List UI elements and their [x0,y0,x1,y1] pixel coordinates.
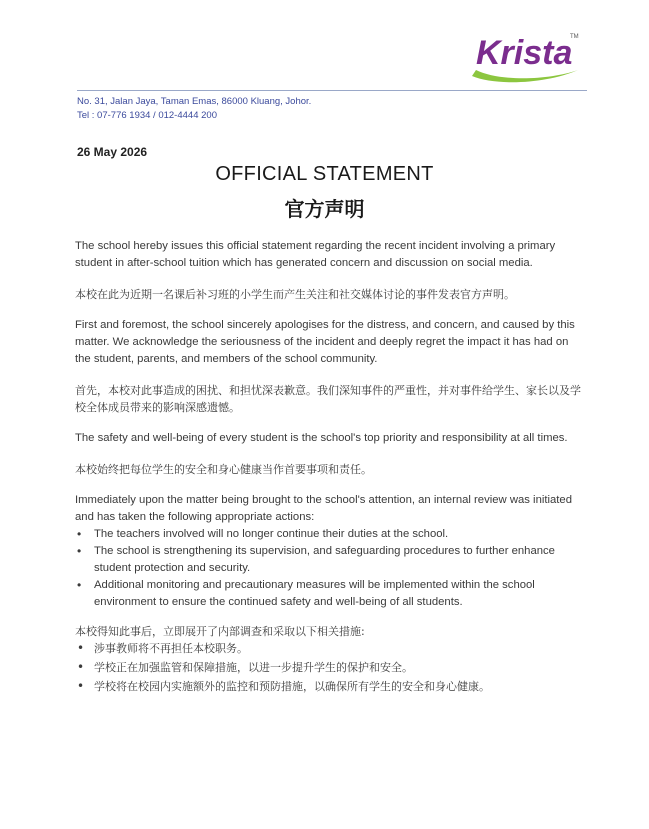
list-item: • The school is strengthening its supervision, and safeguarding procedures to further enhance student protection and security. [75,543,587,577]
logo-trademark: TM [570,34,579,40]
statement-date: 26 May 2026 [77,145,148,159]
address-line: No. 31, Jalan Jaya, Taman Emas, 86000 Kluang, Johor. [77,96,312,107]
krista-logo [466,26,584,88]
letterhead-address [77,95,311,123]
title-chinese: 官方声明 [284,197,365,221]
list-item: • Additional monitoring and precautionary measures will be implemented within the school environment to ensure the continued safety and well-being of all students. [75,577,587,611]
list-item: • 学校将在校园内实施额外的监控和预防措施，以确保所有学生的安全和身心健康。 [75,678,587,695]
paragraph-apology-zh: 首先，本校对此事造成的困扰、和担忧深表歉意。我们深知事件的严重性，并对事件给学生、家长以及学校全体成员带来的影响深感遗憾。 [75,384,581,414]
phone-line: Tel : 07-776 1934 / 012-4444 200 [77,110,217,121]
logo-text: Krista [476,34,573,72]
paragraph-intro-en: The school hereby issues this official statement regarding the recent incident involving a primary student in after-school tuition which has generated concern and discussion on social media. [75,240,556,269]
paragraph-intro-zh: 本校在此为近期一名课后补习班的小学生而产生关注和社交媒体讨论的事件发表官方声明。 [75,288,515,301]
paragraph-apology-en: First and foremost, the school sincerely apologises for the distress, and concern, and caused by this matter. We acknowledge the seriousness of the incident and deeply regret the impact it has had on the student, parents, and members of the school community. [75,319,575,365]
title-english: OFFICIAL STATEMENT [215,163,434,185]
list-item: • 涉事教师将不再担任本校职务。 [75,640,587,657]
statement-body [75,238,587,707]
actions-list-zh [75,640,587,695]
list-item: • The teachers involved will no longer continue their duties at the school. [75,526,587,543]
actions-list-en [75,526,587,611]
paragraph-actions-zh: 本校得知此事后，立即展开了内部调查和采取以下相关措施: [75,625,365,638]
header-divider [77,90,587,91]
paragraph-actions-en: Immediately upon the matter being brought to the school's attention, an internal review was initiated and has taken the following appropriate actions: [75,494,572,523]
paragraph-safety-en: The safety and well-being of every student is the school's top priority and responsibility at all times. [75,432,568,444]
paragraph-safety-zh: 本校始终把每位学生的安全和身心健康当作首要事项和责任。 [75,463,372,476]
list-item: • 学校正在加强监管和保障措施，以进一步提升学生的保护和安全。 [75,659,587,676]
